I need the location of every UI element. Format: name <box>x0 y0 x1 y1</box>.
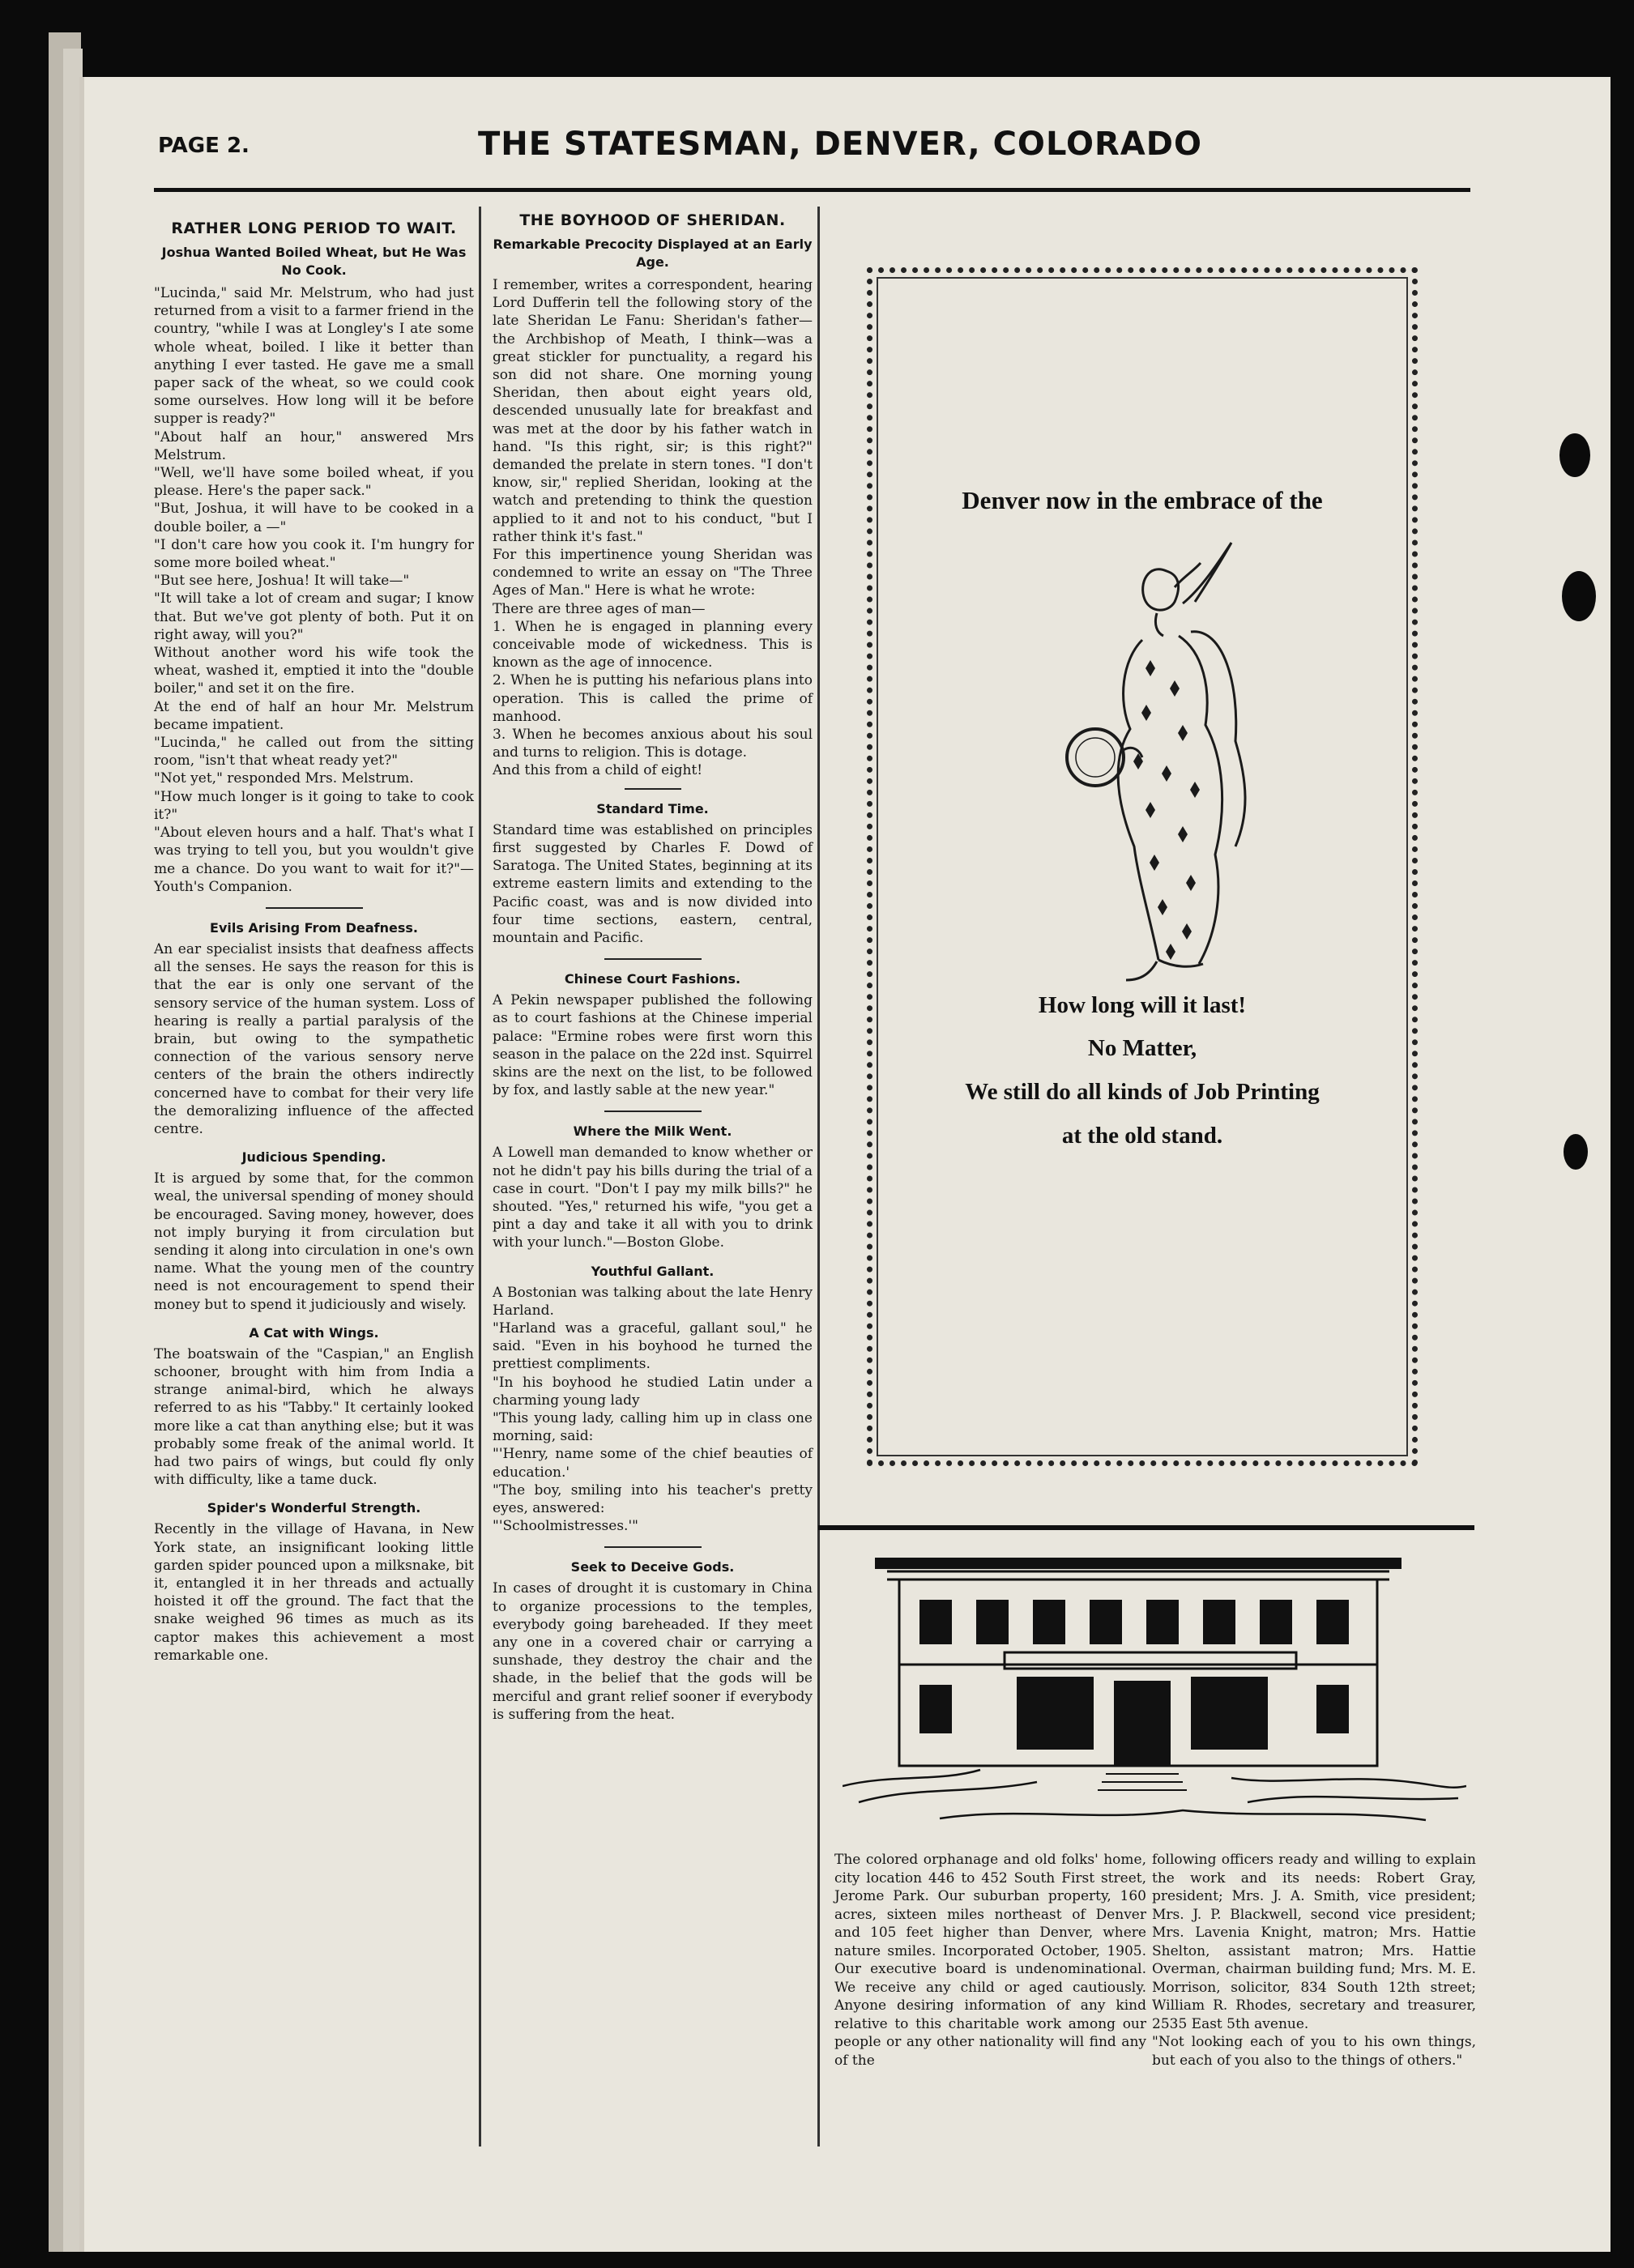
article-headline: Where the Milk Went. <box>573 1123 732 1140</box>
article-headline: Youthful Gallant. <box>591 1263 715 1279</box>
binding-hole <box>1559 433 1590 477</box>
article-body: The boatswain of the "Caspian," an English schooner, brought with him from India a strange animal-bird, which he always referred to as his "Tabby." It certainly looked more like a cat than anything else; but it was probably some freak of the animal world. It had two pairs of wings, but could fly only with difficulty, like a tame duck. <box>154 1345 474 1489</box>
ad-title: Denver now in the embrace of the <box>962 486 1323 514</box>
column-rule <box>817 207 820 2146</box>
binding-hole <box>1564 1134 1588 1170</box>
orphanage-column-1 <box>834 1851 1146 2070</box>
article-body: Standard time was established on principles first suggested by Charles F. Dowd of Saratoga. The United States, beginning at its extreme eastern limits and extending to the Pacific coast, was and is now divided into four time sections, eastern, central, mountain and Pacific. <box>493 821 813 946</box>
article-body: A Bostonian was talking about the late Henry Harland. "Harland was a graceful, gallant soul," he said. "Even in his boyhood he turned the prettiest compliments. "In his boyhood he studied Latin under a charming young lady "This young lady, calling him up in class one morning, said: "'Henry, name some of the chief beauties of education.' "The boy, smiling into his teacher's pretty eyes, answered: "'Schoolmistresses.'" <box>493 1284 813 1535</box>
article-deck: Remarkable Precocity Displayed at an Early Age. <box>493 237 813 270</box>
article-separator <box>625 788 681 790</box>
article-headline: Judicious Spending. <box>241 1149 386 1166</box>
ad-line: How long will it last! <box>1038 992 1247 1018</box>
article-body: It is argued by some that, for the common weal, the universal spending of money should be encouraged. Saving money, however, does not imply burying it from circulation but sending it along into circulation in one's own name. What the young men of the country need is not encouragement to spend their money but to spend it judiciously and wisely. <box>154 1170 474 1313</box>
ad-line: We still do all kinds of Job Printing <box>965 1079 1320 1105</box>
article-headline: Standard Time. <box>596 800 709 816</box>
article-body: Recently in the village of Havana, in New York state, an insignificant looking little garden spider pounced upon a milksnake, bit it, entangled it in her threads and actually hoisted it off the ground. The fact that the snake weighed 96 times as much as its captor makes this achievement a most remarkable one. <box>154 1521 474 1664</box>
article-headline: THE BOYHOOD OF SHERIDAN. <box>519 211 786 229</box>
ad-line: No Matter, <box>1087 1035 1197 1061</box>
section-rule <box>818 1525 1474 1530</box>
page-number: PAGE 2. <box>158 134 250 158</box>
allegorical-woman-illustration <box>1061 539 1256 984</box>
article-separator <box>604 1111 702 1112</box>
article-body: "Lucinda," said Mr. Melstrum, who had just returned from a visit to a farmer friend in the country, "while I was at Longley's I ate some whole wheat, boiled. I like it better than anything I ever tasted. He gave me a small paper sack of the wheat, so we could cook some ourselves. How long will it be before supper is ready?" "About half an hour," answered Mrs Melstrum. "Well, we'll have some boiled wheat, if you please. Here's the paper sack." "But, Joshua, it will have to be cooked in a double boiler, a —" "I don't care how you cook it. I'm hungry for some more boiled wheat." "But see here, Joshua! It will take—" "It will take a lot of cream and sugar; I know that. But we've got plenty of both. Put it on right away, will you?" Without another word his wife took the wheat, washed it, emptied it into the "double boiler," and set it on the fire. At the end of half an hour Mr. Melstrum became impatient. "Lucinda," he called out from the sitting room, "isn't that wheat ready yet?" "Not yet," responded Mrs. Melstrum. "How much longer is it going to take to cook it?" "About eleven hours and a half. That's what I was trying to tell you, but you wouldn't give me a chance. Do you want to wait for it?"—Youth's Companion. <box>154 285 474 895</box>
article-body: In cases of drought it is customary in China to organize processions to the temples, everybody going bareheaded. If they meet any one in a covered chair or carrying a sunshade, they destroy the chair and the shade, in the belief that the gods will be merciful and grant relief sooner if everybody is suffering from the heat. <box>493 1580 813 1723</box>
article-headline: Spider's Wonderful Strength. <box>207 1500 421 1516</box>
orphanage-text: The colored orphanage and old folks' home, city location 446 to 452 South First street, Jerome Park. Our suburban property, 160 acres, sixteen miles northeast of Denver and 105 feet higher than Denver, where nature smiles. Incorporated October, 1905. Our executive board is undenominational. We receive any child or aged cautiously. Anyone desiring information of any kind relative to this charitable work among our people or any other nationality will find any of the <box>834 1852 1146 2069</box>
masthead-title: THE STATESMAN, DENVER, COLORADO <box>478 126 1202 163</box>
article-headline: Evils Arising From Deafness. <box>210 919 418 936</box>
article-separator <box>604 958 702 960</box>
column-rule <box>479 207 481 2146</box>
article-body: An ear specialist insists that deafness affects all the senses. He says the reason for this is that the ear is only one servant of the sensory service of the human system. Loss of hearing is really a partial paralysis of the brain, but owing to the sympathetic connection of the various sensory nerve centers of the brain the others indirectly concerned have to combat for their very life the demoralizing influence of the affected centre. <box>154 940 474 1137</box>
article-headline: RATHER LONG PERIOD TO WAIT. <box>171 220 457 237</box>
orphanage-building-illustration <box>843 1543 1466 1835</box>
ad-line: at the old stand. <box>1061 1123 1223 1149</box>
article-separator <box>604 1546 702 1548</box>
article-body: I remember, writes a correspondent, hearing Lord Dufferin tell the following story of the late Sheridan Le Fanu: Sheridan's father—the Archbishop of Meath, I think—was a great stickler for punctuality, a regard his son did not share. One morning young Sheridan, then about eight years old, descended unusually late for breakfast and was met at the door by his father watch in hand. "Is this right, sir; is this right?" demanded the prelate in stern tones. "I don't know, sir," replied Sheridan, looking at the watch and pretending to think the question applied to it and not to his conduct, "but I rather think it's fast." For this impertinence young Sheridan was condemned to write an essay on "The Three Ages of Man." Here is what he wrote: There are three ages of man— 1. When he is engaged in planning every conceivable mode of wickedness. This is known as the age of innocence. 2. When he is putting his nefarious plans into operation. This is called the prime of manhood. 3. When he becomes anxious about his soul and turns to religion. This is dotage. And this from a child of eight! <box>493 277 813 779</box>
article-body: A Lowell man demanded to know whether or not he didn't pay his bills during the trial of a case in court. "Don't I pay my milk bills?" he shouted. "Yes," returned his wife, "you get a pint a day and take it all with you to drink with your lunch."—Boston Globe. <box>493 1145 813 1251</box>
header-rule <box>154 188 1470 192</box>
article-body: A Pekin newspaper published the following as to court fashions at the Chinese imperial palace: "Ermine robes were first worn this season in the palace on the 22d inst. Squirrel skins are the next on the list, to be followed by fox, and lastly sable at the new year." <box>493 992 813 1099</box>
article-deck: Joshua Wanted Boiled Wheat, but He Was No Cook. <box>161 245 467 278</box>
article-headline: Chinese Court Fashions. <box>564 971 741 987</box>
orphanage-column-2 <box>1152 1851 1476 2070</box>
article-headline: A Cat with Wings. <box>249 1324 379 1341</box>
column-2 <box>493 207 813 1724</box>
column-1 <box>154 215 474 1665</box>
article-separator <box>266 907 363 909</box>
article-headline: Seek to Deceive Gods. <box>570 1559 735 1575</box>
binding-hole <box>1562 571 1596 621</box>
orphanage-text: following officers ready and willing to explain the work and its needs: Robert Gray, president; Mrs. J. A. Smith, vice president; Mrs. J. P. Blackwell, second vice president; Mrs. Lavenia Knight, matron; Mrs. Hattie Shelton, assistant matron; Mrs. Hattie Overman, chairman building fund; Mrs. M. E. Morrison, solicitor, 834 South 12th street; William R. Rhodes, secretary and treasurer, 2535 East 5th avenue. "Not looking each of you to his own things, but each of you also to the things of others." <box>1152 1852 1476 2069</box>
